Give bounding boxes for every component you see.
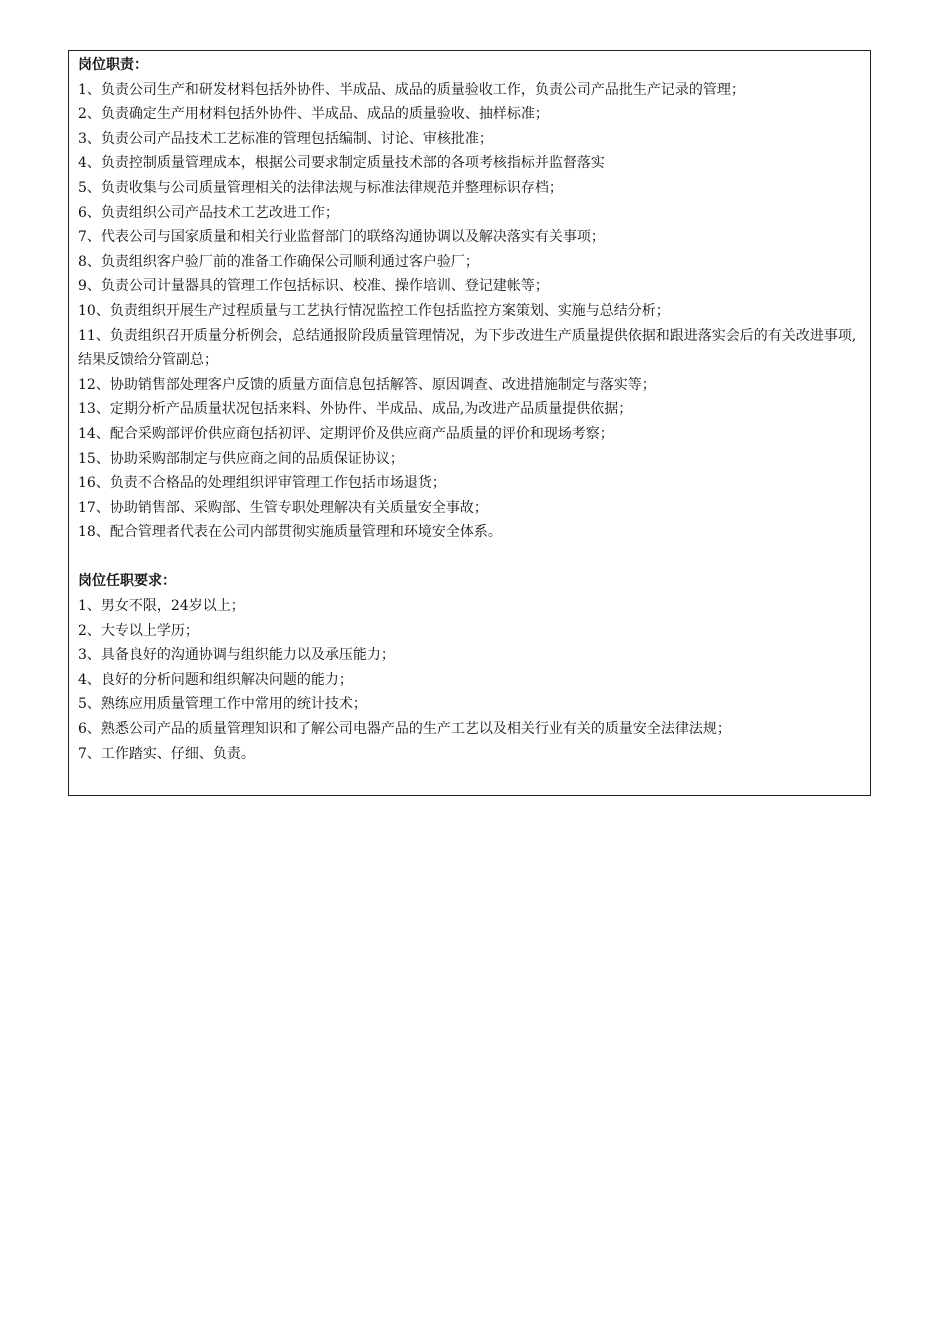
responsibility-item: 13、定期分析产品质量状况包括来料、外协件、半成品、成品,为改进产品质量提供依据； [78,401,633,418]
responsibility-item: 7、代表公司与国家质量和相关行业监督部门的联络沟通协调以及解决落实有关事项； [78,229,605,246]
requirement-item: 2、大专以上学历； [78,622,199,639]
responsibility-item: 15、协助采购部制定与供应商之间的品质保证协议； [78,450,404,467]
requirements-title: 岗位任职要求： [78,573,176,590]
responsibility-item: 3、负责公司产品技术工艺标准的管理包括编制、讨论、审核批准； [78,130,493,147]
responsibility-item: 14、配合采购部评价供应商包括初评、定期评价及供应商产品质量的评价和现场考察； [78,425,614,442]
responsibility-item: 11、负责组织召开质量分析例会，总结通报阶段质量管理情况，为下步改进生产质量提供依据和跟进落实会后的有关改进事项,结果反馈给分管副总； [78,327,857,369]
requirement-item: 3、具备良好的沟通协调与组织能力以及承压能力； [78,647,395,664]
responsibility-item: 16、负责不合格品的处理组织评审管理工作包括市场退货； [78,475,446,492]
responsibility-item: 10、负责组织开展生产过程质量与工艺执行情况监控工作包括监控方案策划、实施与总结分析； [78,302,670,319]
responsibility-item: 8、负责组织客户验厂前的准备工作确保公司顺利通过客户验厂； [78,253,479,270]
responsibility-item: 1、负责公司生产和研发材料包括外协件、半成品、成品的质量验收工作，负责公司产品批生产记录的管理； [78,81,745,98]
document-frame [68,50,871,796]
requirement-item: 7、工作踏实、仔细、负责。 [78,745,255,762]
responsibility-item: 6、负责组织公司产品技术工艺改进工作； [78,204,339,221]
requirement-item: 4、良好的分析问题和组织解决问题的能力； [78,671,353,688]
requirement-item: 1、男女不限，24岁以上； [78,598,245,615]
responsibility-item: 12、协助销售部处理客户反馈的质量方面信息包括解答、原因调查、改进措施制定与落实等； [78,376,656,393]
responsibility-item: 17、协助销售部、采购部、生管专职处理解决有关质量安全事故； [78,499,488,516]
requirement-item: 5、熟练应用质量管理工作中常用的统计技术； [78,696,367,713]
responsibility-item: 18、配合管理者代表在公司内部贯彻实施质量管理和环境安全体系。 [78,524,502,541]
section-gap [78,545,862,570]
document-content [78,51,862,766]
responsibility-item: 4、负责控制质量管理成本，根据公司要求制定质量技术部的各项考核指标并监督落实 [78,155,605,172]
requirement-item: 6、熟悉公司产品的质量管理知识和了解公司电器产品的生产工艺以及相关行业有关的质量安全法律法规； [78,721,731,738]
responsibilities-list [78,78,862,545]
responsibilities-title: 岗位职责： [78,57,148,73]
responsibility-item: 5、负责收集与公司质量管理相关的法律法规与标准法律规范并整理标识存档； [78,179,563,196]
responsibility-item: 9、负责公司计量器具的管理工作包括标识、校准、操作培训、登记建帐等； [78,278,549,295]
requirements-list [78,594,862,766]
responsibility-item: 2、负责确定生产用材料包括外协件、半成品、成品的质量验收、抽样标准； [78,106,549,123]
